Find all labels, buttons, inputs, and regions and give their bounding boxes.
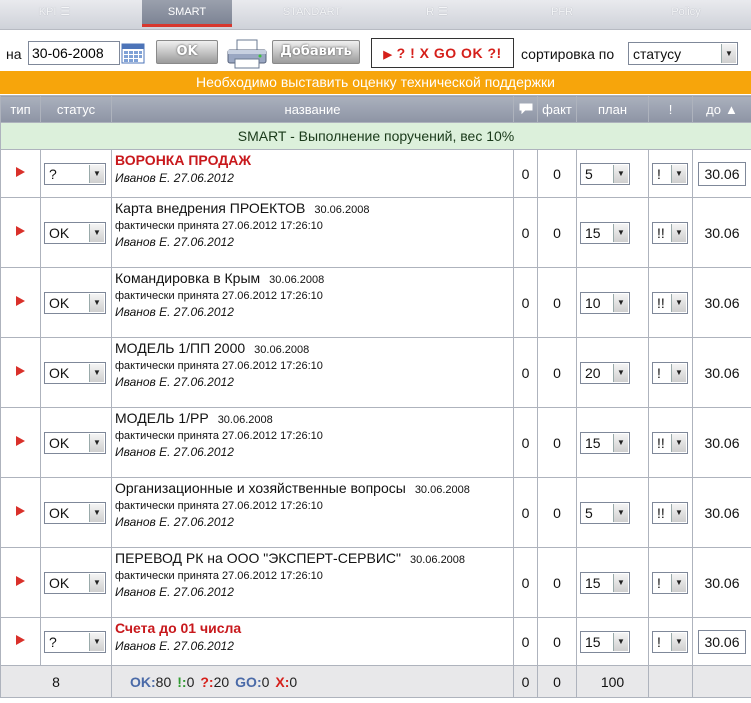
priority-select-value: !! [657, 294, 665, 311]
plan-select-value: 15 [585, 574, 601, 591]
status-select[interactable] [44, 432, 106, 454]
plan-select-value: 10 [585, 294, 601, 311]
group-row [1, 123, 751, 150]
summary-value: 0 [186, 673, 195, 690]
task-title[interactable]: Карта внедрения ПРОЕКТОВ [115, 200, 306, 216]
plan-select-value: 15 [585, 224, 601, 241]
footer-count: 8 [1, 666, 112, 698]
notice-text: Необходимо выставить оценку технической поддержки [195, 74, 555, 90]
summary-key: ?: [200, 673, 214, 690]
due-value: 30.06 [704, 574, 740, 591]
tab-label: KPI [38, 6, 57, 18]
plan-select-value: 15 [585, 434, 601, 451]
chevron-down-icon: ▼ [89, 504, 104, 522]
task-author: Иванов Е. 27.06.2012 [115, 639, 234, 653]
due-cell [693, 150, 751, 198]
plan-select[interactable] [580, 163, 630, 185]
comments-count[interactable]: 0 [514, 548, 538, 618]
status-select-value: OK [49, 434, 70, 451]
task-title[interactable]: ПЕРЕВОД РК на ООО "ЭКСПЕРТ-СЕРВИС" [115, 550, 401, 566]
comments-count[interactable]: 0 [514, 198, 538, 268]
due-cell [693, 268, 751, 338]
priority-select-value: ! [657, 165, 661, 182]
expand-arrow-icon[interactable] [16, 366, 25, 376]
task-accepted: фактически принята 27.06.2012 17:26:10 [115, 430, 323, 442]
due-input[interactable]: 30.06 [698, 162, 746, 186]
task-title[interactable]: Организационные и хозяйственные вопросы [115, 480, 406, 496]
name-cell [112, 338, 514, 408]
priority-select[interactable] [652, 572, 688, 594]
col-due-label: до [706, 101, 721, 117]
due-value: 30.06 [704, 224, 740, 241]
tab-bar [0, 0, 751, 30]
status-cell [41, 198, 112, 268]
col-excl: ! [649, 96, 693, 123]
priority-select-value: !! [657, 224, 665, 241]
task-title[interactable]: МОДЕЛЬ 1/ПП 2000 [115, 340, 246, 356]
summary-key: !: [177, 673, 187, 690]
name-cell [112, 548, 514, 618]
priority-select[interactable] [652, 502, 688, 524]
excl-cell [649, 268, 693, 338]
fact-value: 0 [538, 268, 577, 338]
type-cell [1, 548, 41, 618]
plan-cell [577, 548, 649, 618]
status-select-value: OK [49, 224, 70, 241]
footer-empty [649, 666, 693, 698]
table-row [1, 478, 751, 548]
comments-count[interactable]: 0 [514, 150, 538, 198]
plan-select[interactable] [580, 631, 630, 653]
chevron-down-icon: ▼ [671, 633, 686, 651]
list-icon: ☰ [60, 6, 71, 18]
sort-select-value: статусу [633, 45, 682, 62]
due-cell [693, 198, 751, 268]
summary-key: OK: [130, 673, 156, 690]
priority-select-value: ! [657, 574, 661, 591]
chevron-down-icon: ▼ [89, 574, 104, 592]
status-cell [41, 548, 112, 618]
play-icon: ▶ [383, 49, 393, 61]
sort-up-icon: ▲ [724, 101, 738, 117]
plan-select[interactable] [580, 502, 630, 524]
date-input[interactable] [28, 41, 120, 65]
task-accepted: фактически принята 27.06.2012 17:26:10 [115, 570, 323, 582]
priority-select[interactable] [652, 362, 688, 384]
status-select-value: ? [49, 165, 57, 182]
fact-value: 0 [538, 618, 577, 666]
due-value: 30.06 [704, 294, 740, 311]
task-author: Иванов Е. 27.06.2012 [115, 585, 234, 599]
plan-select[interactable] [580, 292, 630, 314]
chevron-down-icon: ▼ [613, 633, 628, 651]
status-filter-button[interactable] [371, 38, 514, 68]
footer-fact: 0 [538, 666, 577, 698]
table-row [1, 408, 751, 478]
task-date: 30.06.2008 [414, 484, 470, 496]
fact-value: 0 [538, 198, 577, 268]
task-author: Иванов Е. 27.06.2012 [115, 375, 234, 389]
task-accepted: фактически принята 27.06.2012 17:26:10 [115, 500, 323, 512]
task-date: 30.06.2008 [269, 274, 325, 286]
tab-policy[interactable] [640, 0, 732, 27]
plan-select[interactable] [580, 362, 630, 384]
task-author: Иванов Е. 27.06.2012 [115, 235, 234, 249]
status-summary [112, 666, 514, 698]
task-author: Иванов Е. 27.06.2012 [115, 515, 234, 529]
priority-select[interactable] [652, 163, 688, 185]
priority-select-value: !! [657, 504, 665, 521]
due-input[interactable]: 30.06 [698, 630, 746, 654]
priority-select-value: ! [657, 364, 661, 381]
due-cell [693, 548, 751, 618]
expand-arrow-icon[interactable] [16, 506, 25, 516]
chevron-down-icon: ▼ [89, 224, 104, 242]
calendar-icon[interactable] [121, 42, 145, 64]
status-select[interactable] [44, 631, 106, 653]
expand-arrow-icon[interactable] [16, 296, 25, 306]
summary-key: GO: [235, 673, 262, 690]
date-prefix-label: на [6, 46, 22, 62]
chevron-down-icon: ▼ [671, 504, 686, 522]
table-row [1, 548, 751, 618]
chevron-down-icon: ▼ [613, 165, 628, 183]
priority-select[interactable] [652, 432, 688, 454]
status-cell [41, 150, 112, 198]
plan-select[interactable] [580, 222, 630, 244]
name-cell [112, 150, 514, 198]
plan-select-value: 20 [585, 364, 601, 381]
chevron-down-icon: ▼ [89, 165, 104, 183]
type-cell [1, 268, 41, 338]
chevron-down-icon: ▼ [721, 44, 736, 63]
plan-select-value: 5 [585, 165, 593, 182]
excl-cell [649, 618, 693, 666]
comments-count[interactable]: 0 [514, 478, 538, 548]
task-title[interactable]: Счета до 01 числа [115, 620, 242, 636]
notice-banner [0, 71, 751, 94]
due-cell [693, 618, 751, 666]
list-icon: ☰ [438, 6, 448, 18]
due-value: 30.06 [704, 434, 740, 451]
excl-cell [649, 548, 693, 618]
chevron-down-icon: ▼ [671, 294, 686, 312]
col-fact: факт [538, 96, 577, 123]
type-cell [1, 478, 41, 548]
chevron-down-icon: ▼ [613, 224, 628, 242]
excl-cell [649, 478, 693, 548]
plan-select-value: 5 [585, 504, 593, 521]
plan-cell [577, 408, 649, 478]
task-date: 30.06.2008 [409, 554, 466, 566]
priority-select[interactable] [652, 292, 688, 314]
chevron-down-icon: ▼ [89, 364, 104, 382]
plan-cell [577, 478, 649, 548]
fact-value: 0 [538, 150, 577, 198]
chevron-down-icon: ▼ [671, 434, 686, 452]
tab-label: SMART [167, 6, 207, 18]
name-cell [112, 478, 514, 548]
excl-cell [649, 150, 693, 198]
chevron-down-icon: ▼ [613, 294, 628, 312]
type-cell [1, 198, 41, 268]
ok-button[interactable]: OK [156, 40, 218, 64]
table-row [1, 150, 751, 198]
summary-value: 80 [155, 673, 172, 690]
type-cell [1, 618, 41, 666]
type-cell [1, 408, 41, 478]
tab-r[interactable] [392, 0, 482, 27]
fact-value: 0 [538, 408, 577, 478]
plan-select-value: 15 [585, 633, 601, 650]
task-author: Иванов Е. 27.06.2012 [115, 171, 234, 185]
footer-row [1, 666, 751, 698]
fact-value: 0 [538, 478, 577, 548]
table-row [1, 198, 751, 268]
due-value: 30.06 [704, 504, 740, 521]
status-select-value: OK [49, 504, 70, 521]
footer-comments: 0 [514, 666, 538, 698]
chevron-down-icon: ▼ [671, 165, 686, 183]
status-select[interactable] [44, 572, 106, 594]
table-row [1, 338, 751, 408]
type-cell [1, 150, 41, 198]
add-button[interactable]: Добавить [272, 40, 360, 64]
sort-select[interactable] [628, 42, 738, 65]
tab-pfr[interactable] [516, 0, 608, 27]
type-cell [1, 338, 41, 408]
comments-count[interactable]: 0 [514, 338, 538, 408]
status-cell [41, 338, 112, 408]
table-row [1, 268, 751, 338]
expand-arrow-icon[interactable] [16, 436, 25, 446]
plan-cell [577, 338, 649, 408]
summary-value: 0 [289, 673, 298, 690]
col-name: название [112, 96, 514, 123]
due-cell [693, 338, 751, 408]
excl-cell [649, 198, 693, 268]
tab-label: Policy [671, 6, 701, 18]
task-title[interactable]: Командировка в Крым [115, 270, 261, 286]
chevron-down-icon: ▼ [671, 364, 686, 382]
due-value: 30.06 [704, 364, 740, 381]
chevron-down-icon: ▼ [613, 364, 628, 382]
col-status: статус [41, 96, 112, 123]
plan-cell [577, 268, 649, 338]
expand-arrow-icon[interactable] [16, 167, 25, 177]
status-select-value: ? [49, 633, 57, 650]
chevron-down-icon: ▼ [613, 434, 628, 452]
col-plan: план [577, 96, 649, 123]
plan-cell [577, 150, 649, 198]
expand-arrow-icon[interactable] [16, 635, 25, 645]
task-date: 30.06.2008 [217, 414, 273, 426]
comments-count[interactable]: 0 [514, 408, 538, 478]
chevron-down-icon: ▼ [613, 504, 628, 522]
expand-arrow-icon[interactable] [16, 576, 25, 586]
col-type: тип [1, 96, 41, 123]
name-cell [112, 618, 514, 666]
chevron-down-icon: ▼ [613, 574, 628, 592]
name-cell [112, 198, 514, 268]
group-label: SMART - Выполнение поручений, вес 10% [1, 123, 751, 150]
task-accepted: фактически принята 27.06.2012 17:26:10 [115, 290, 323, 302]
task-title[interactable]: МОДЕЛЬ 1/РР [115, 410, 209, 426]
summary-value: 20 [213, 673, 230, 690]
name-cell [112, 268, 514, 338]
due-cell [693, 478, 751, 548]
comments-count[interactable]: 0 [514, 618, 538, 666]
footer-empty [693, 666, 751, 698]
status-cell [41, 408, 112, 478]
status-select[interactable] [44, 222, 106, 244]
tab-label: R [426, 6, 435, 18]
toolbar [0, 36, 751, 70]
status-select[interactable] [44, 292, 106, 314]
summary-key: X: [275, 673, 290, 690]
sort-label: сортировка по [521, 46, 615, 62]
status-select[interactable] [44, 502, 106, 524]
due-cell [693, 408, 751, 478]
status-cell [41, 618, 112, 666]
comment-icon [519, 103, 533, 114]
table-row [1, 618, 751, 666]
plan-cell [577, 198, 649, 268]
chevron-down-icon: ▼ [89, 294, 104, 312]
tab-label: STANDART [282, 6, 342, 18]
status-select[interactable] [44, 362, 106, 384]
task-table [0, 95, 751, 698]
footer-plan: 100 [577, 666, 649, 698]
chevron-down-icon: ▼ [89, 434, 104, 452]
comments-count[interactable]: 0 [514, 268, 538, 338]
col-due[interactable] [693, 96, 751, 123]
excl-cell [649, 408, 693, 478]
col-comments [514, 96, 538, 123]
status-select[interactable] [44, 163, 106, 185]
priority-select-value: !! [657, 434, 665, 451]
tab-smart[interactable] [142, 0, 232, 27]
priority-select-value: ! [657, 633, 661, 650]
task-author: Иванов Е. 27.06.2012 [115, 445, 234, 459]
fact-value: 0 [538, 338, 577, 408]
status-select-value: OK [49, 294, 70, 311]
plan-select[interactable] [580, 432, 630, 454]
name-cell [112, 408, 514, 478]
priority-select[interactable] [652, 631, 688, 653]
tab-label: PFR [551, 6, 573, 18]
status-select-value: OK [49, 364, 70, 381]
task-date: 30.06.2008 [254, 344, 310, 356]
printer-icon[interactable] [225, 39, 269, 69]
priority-select[interactable] [652, 222, 688, 244]
summary-value: 0 [261, 673, 270, 690]
task-date: 30.06.2008 [314, 204, 370, 216]
chevron-down-icon: ▼ [671, 224, 686, 242]
task-accepted: фактически принята 27.06.2012 17:26:10 [115, 360, 323, 372]
status-filter-label: ? ! X GO OK ?! [396, 45, 502, 61]
plan-select[interactable] [580, 572, 630, 594]
excl-cell [649, 338, 693, 408]
expand-arrow-icon[interactable] [16, 226, 25, 236]
tab-kpi[interactable] [0, 0, 109, 27]
status-cell [41, 268, 112, 338]
status-select-value: OK [49, 574, 70, 591]
task-author: Иванов Е. 27.06.2012 [115, 305, 234, 319]
chevron-down-icon: ▼ [671, 574, 686, 592]
task-accepted: фактически принята 27.06.2012 17:26:10 [115, 220, 323, 232]
status-cell [41, 478, 112, 548]
plan-cell [577, 618, 649, 666]
chevron-down-icon: ▼ [89, 633, 104, 651]
fact-value: 0 [538, 548, 577, 618]
tab-standart[interactable] [266, 0, 358, 27]
task-title[interactable]: ВОРОНКА ПРОДАЖ [115, 152, 252, 168]
